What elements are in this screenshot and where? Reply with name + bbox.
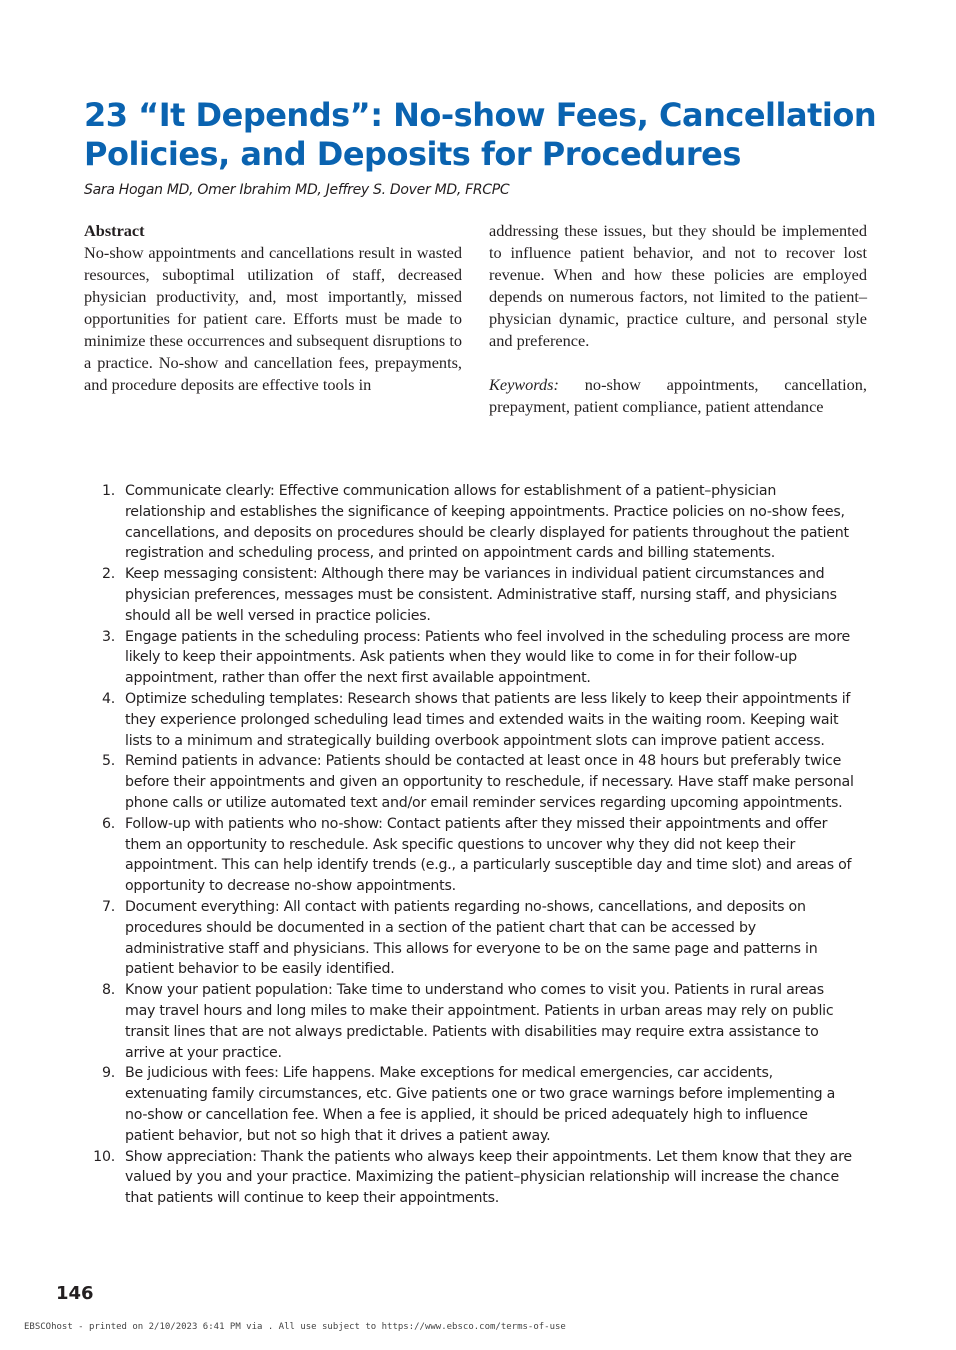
list-item-number: 9. [101,1065,115,1082]
list-item [84,564,854,626]
tips-list [84,481,854,1209]
list-item-number: 1. [101,483,115,499]
abstract-right-column [489,220,867,418]
list-item-text: Keep messaging consistent: Although there may be variances in individual patient circumstances and physician preferences, messages must be consistent. Administrative staff, nursing staff, and physicians should all be well versed in practice policies. [125,566,837,624]
keywords-text: no-show appointments, cancellation, prepayment, patient compliance, patient attendance [489,375,868,416]
list-item-number: 6. [101,815,115,832]
list-item-number: 2. [101,566,115,583]
list-item-text: Be judicious with fees: Life happens. Make exceptions for medical emergencies, car accidents, extenuating family circumstances, etc. Give patients one or two grace warnings before implementing a no-show or cancellation fee. When a fee is applied, it should be priced adequately high to influence patient behavior, but not so high that it drives a patient away. [125,1065,836,1144]
list-item-number: 4. [101,690,115,707]
list-item [84,751,854,813]
list-item-text: Remind patients in advance: Patients should be contacted at least once in 48 hours but preferably twice before their appointments and given an opportunity to reschedule, if necessary. Have staff make personal phone calls or utilize automated text and/or email reminder services regarding upcoming appointments. [125,753,854,811]
list-item-number: 7. [101,898,115,915]
list-item-text: Follow-up with patients who no-show: Contact patients after they missed their appointments and offer them an opportunity to reschedule. Ask specific questions to uncover why they did not keep their appointment. This can help identify trends (e.g., a particularly susceptible day and time slot) and areas of opportunity to decrease no-show appointments. [125,815,852,895]
list-item [84,627,854,689]
abstract-left-column [84,220,462,396]
footer-note: EBSCOhost - printed on 2/10/2023 6:41 PM via . All use subject to https://www.ebsco.com/terms-of-use [24,1322,566,1332]
list-item [84,814,854,897]
list-item [84,1147,854,1209]
page-number: 146 [56,1283,94,1304]
list-item [84,689,854,751]
keywords-label: Keywords: [489,375,559,394]
author-list: Sara Hogan MD, Omer Ibrahim MD, Jeffrey S. Dover MD, FRCPC [84,182,510,198]
list-item-text: Communicate clearly: Effective communication allows for establishment of a patient–physician relationship and establishes the significance of keeping appointments. Practice policies on no-show fees, cancellations, and deposits on procedures should be clearly displayed for patients throughout the patient registration and scheduling process, and printed on appointment cards and billing statements. [125,483,849,562]
list-item-text: Engage patients in the scheduling process: Patients who feel involved in the scheduling process are more likely to keep their appointments. Ask patients when they would like to come in for their follow-up appointment, rather than offer the next first available appointment. [125,628,850,687]
list-item [84,980,854,1063]
list-item-number: 10. [93,1148,115,1165]
list-item-text: Show appreciation: Thank the patients who always keep their appointments. Let them know that they are valued by you and your practice. Maximizing the patient–physician relationship will increase the chance that patients will continue to keep their appointments. [125,1148,852,1207]
abstract-heading: Abstract [84,221,145,240]
list-item [84,897,854,980]
list-item-number: 5. [101,753,115,770]
abstract-text-part-2: addressing these issues, but they should be implemented to influence patient behavior, and not to recover lost revenue. When and how these policies are employed depends on numerous factors, not limited to the patient–physician dynamic, practice culture, and personal style and preference. [489,221,867,350]
list-item [84,481,854,564]
list-item-text: Know your patient population: Take time to understand who comes to visit you. Patients in rural areas may travel hours and long miles to make their appointment. Patients in urban areas may rely on public transit lines that are not always predictable. Patients with disabilities may require extra assistance to arrive at your practice. [125,982,834,1061]
list-item-text: Optimize scheduling templates: Research shows that patients are less likely to keep their appointments if they experience prolonged scheduling lead times and extended waits in the waiting room. Keeping wait lists to a minimum and strategically building overbook appointment slots can improve patient access. [125,690,851,749]
keywords [489,374,867,418]
chapter-title: 23 “It Depends”: No-show Fees, Cancellation Policies, and Deposits for Procedures [84,96,877,173]
list-item-number: 8. [101,982,115,999]
list-item-number: 3. [101,628,115,645]
abstract-text-part-1: No-show appointments and cancellations result in wasted resources, suboptimal utilization of staff, decreased physician productivity, and, most importantly, missed opportunities for patient care. Efforts must be made to minimize these occurrences and subsequent disruptions to a practice. No-show and cancellation fees, prepayments, and procedure deposits are effective tools in [84,243,462,394]
list-item-text: Document everything: All contact with patients regarding no-shows, cancellations, and deposits on procedures should be documented in a section of the patient chart that can be accessed by administrative staff and physicians. This allows for everyone to be on the same page and patterns in patient behavior to be easily identified. [125,898,818,978]
list-item [84,1063,854,1146]
